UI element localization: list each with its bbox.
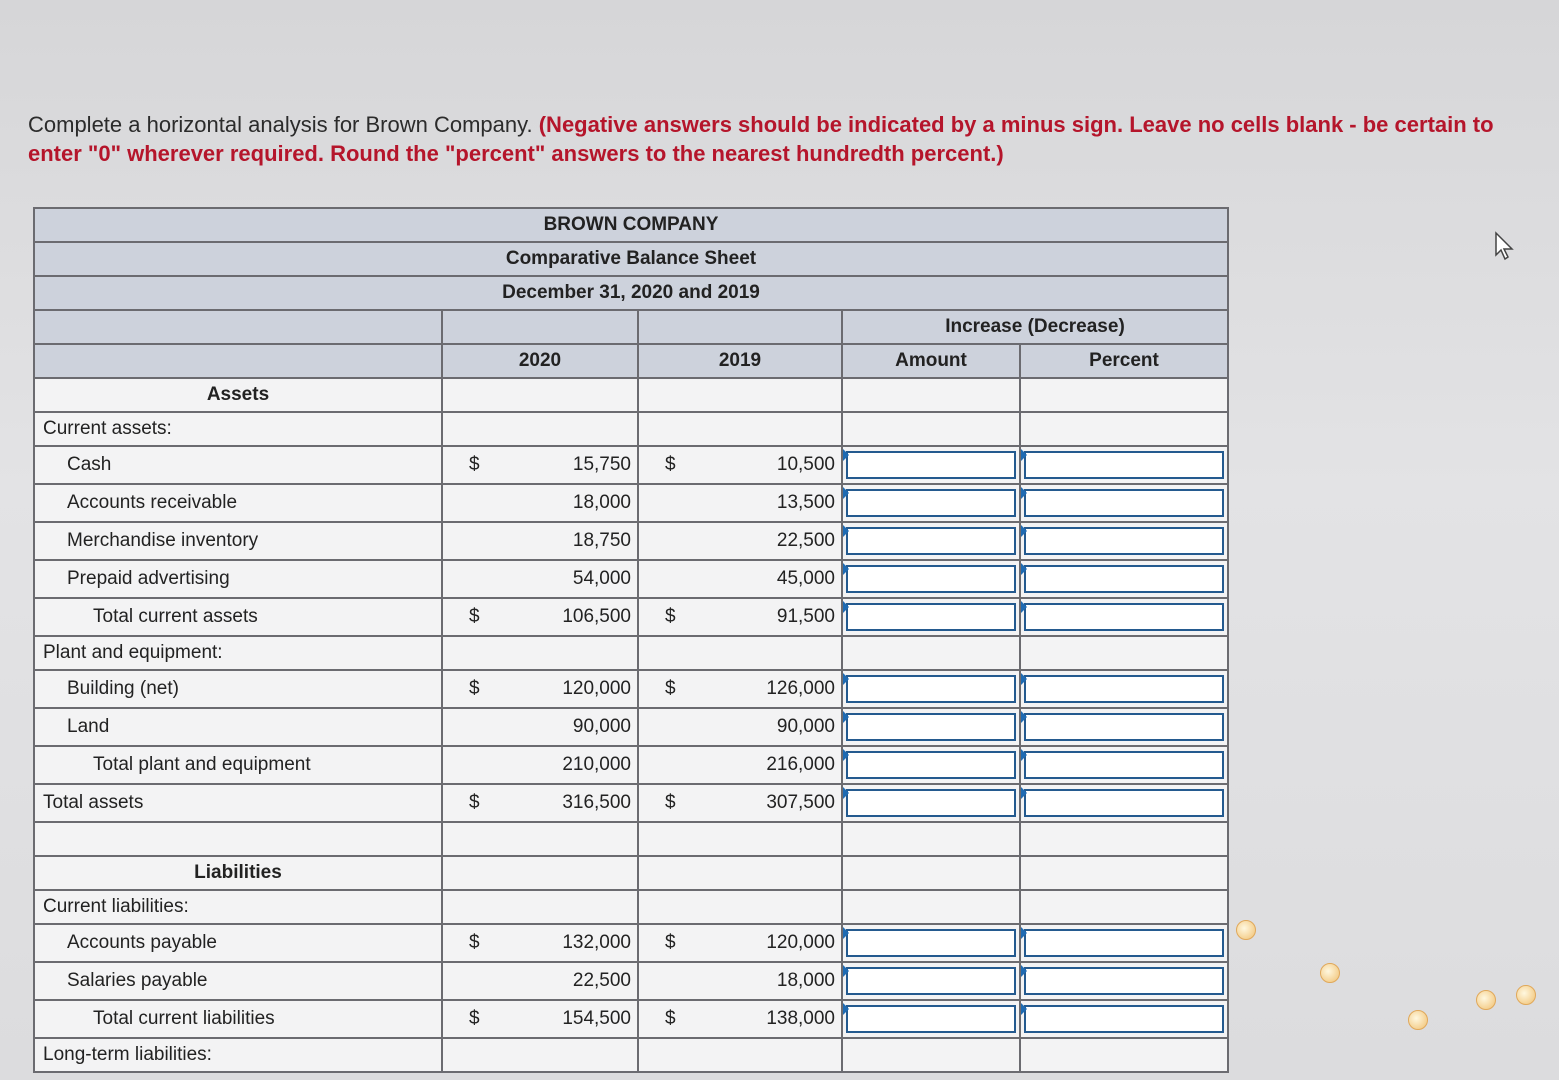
- current-liabilities-label: Current liabilities:: [34, 890, 442, 924]
- empty-cell: [638, 378, 842, 412]
- table-row: [34, 746, 1228, 784]
- currency-symbol: $: [665, 454, 676, 475]
- input-marker-icon: [843, 525, 849, 537]
- value-2020-cell: [442, 560, 638, 598]
- empty-cell: [842, 822, 1020, 856]
- row-label: Building (net): [34, 670, 442, 708]
- amount-cell: [842, 962, 1020, 1000]
- empty-cell: [842, 1038, 1020, 1072]
- percent-input[interactable]: [1024, 967, 1224, 995]
- input-marker-icon: [1021, 1003, 1027, 1015]
- amount-input[interactable]: [846, 451, 1016, 479]
- currency-symbol: $: [469, 678, 480, 699]
- decorative-dot-icon: [1408, 1010, 1428, 1030]
- amount-input[interactable]: [846, 1005, 1016, 1033]
- percent-cell: [1020, 746, 1228, 784]
- value-2020: 210,000: [562, 754, 631, 775]
- empty-cell: [638, 636, 842, 670]
- percent-cell: [1020, 484, 1228, 522]
- table-row: [34, 598, 1228, 636]
- row-label: Prepaid advertising: [34, 560, 442, 598]
- percent-input[interactable]: [1024, 451, 1224, 479]
- table-row: [34, 784, 1228, 822]
- current-assets-label: Current assets:: [34, 412, 442, 446]
- row-label: Cash: [34, 446, 442, 484]
- value-2020: 18,750: [572, 530, 631, 551]
- decorative-dot-icon: [1476, 990, 1496, 1010]
- currency-symbol: $: [665, 1008, 676, 1029]
- input-marker-icon: [1021, 711, 1027, 723]
- amount-input[interactable]: [846, 603, 1016, 631]
- value-2019-cell: [638, 522, 842, 560]
- header-2020: 2020: [442, 344, 638, 378]
- input-marker-icon: [1021, 563, 1027, 575]
- header-blank: [34, 344, 442, 378]
- assets-heading: Assets: [34, 378, 442, 412]
- value-2019-cell: [638, 670, 842, 708]
- table-row: [34, 522, 1228, 560]
- empty-cell: [638, 856, 842, 890]
- value-2020: 316,500: [562, 792, 631, 813]
- input-marker-icon: [843, 563, 849, 575]
- percent-input[interactable]: [1024, 603, 1224, 631]
- liabilities-heading: Liabilities: [34, 856, 442, 890]
- row-label: Total assets: [34, 784, 442, 822]
- input-marker-icon: [843, 673, 849, 685]
- percent-input[interactable]: [1024, 675, 1224, 703]
- input-marker-icon: [1021, 449, 1027, 461]
- header-blank: [638, 310, 842, 344]
- value-2020: 18,000: [572, 492, 631, 513]
- table-row: [34, 962, 1228, 1000]
- value-2020-cell: [442, 446, 638, 484]
- row-label: Land: [34, 708, 442, 746]
- statement-title: Comparative Balance Sheet: [34, 242, 1228, 276]
- value-2019: 13,500: [776, 492, 835, 513]
- empty-cell: [842, 890, 1020, 924]
- row-label: Total current assets: [34, 598, 442, 636]
- value-2020: 90,000: [572, 716, 631, 737]
- value-2019-cell: [638, 560, 842, 598]
- value-2020: 15,750: [572, 454, 631, 475]
- value-2019-cell: [638, 484, 842, 522]
- percent-cell: [1020, 560, 1228, 598]
- currency-symbol: $: [469, 1008, 480, 1029]
- amount-input[interactable]: [846, 713, 1016, 741]
- table-row: [34, 670, 1228, 708]
- value-2019-cell: [638, 746, 842, 784]
- value-2020: 106,500: [562, 606, 631, 627]
- input-marker-icon: [843, 749, 849, 761]
- percent-cell: [1020, 598, 1228, 636]
- amount-input[interactable]: [846, 967, 1016, 995]
- input-marker-icon: [1021, 673, 1027, 685]
- amount-cell: [842, 746, 1020, 784]
- input-marker-icon: [843, 927, 849, 939]
- row-label: Accounts payable: [34, 924, 442, 962]
- value-2020-cell: [442, 1000, 638, 1038]
- empty-cell: [638, 890, 842, 924]
- row-label: Total current liabilities: [34, 1000, 442, 1038]
- amount-cell: [842, 598, 1020, 636]
- value-2020-cell: [442, 708, 638, 746]
- amount-cell: [842, 1000, 1020, 1038]
- input-marker-icon: [1021, 749, 1027, 761]
- input-marker-icon: [843, 487, 849, 499]
- value-2020-cell: [442, 484, 638, 522]
- currency-symbol: $: [665, 606, 676, 627]
- value-2020-cell: [442, 598, 638, 636]
- empty-cell: [34, 822, 442, 856]
- table-row: [34, 1000, 1228, 1038]
- value-2020: 132,000: [562, 932, 631, 953]
- input-marker-icon: [1021, 927, 1027, 939]
- value-2020: 22,500: [572, 970, 631, 991]
- empty-cell: [1020, 378, 1228, 412]
- input-marker-icon: [843, 449, 849, 461]
- value-2020: 120,000: [562, 678, 631, 699]
- currency-symbol: $: [665, 932, 676, 953]
- instructions-note: (Negative answers should be indicated by a minus sign. Leave no cells blank - be certain to enter "0" wherever required. Round the "percent" answers to the nearest hundredth percent.): [28, 112, 1494, 166]
- empty-cell: [1020, 412, 1228, 446]
- percent-input[interactable]: [1024, 489, 1224, 517]
- input-marker-icon: [843, 787, 849, 799]
- currency-symbol: $: [469, 454, 480, 475]
- empty-cell: [1020, 890, 1228, 924]
- instructions-text: Complete a horizontal analysis for Brown Company.: [28, 112, 533, 137]
- input-marker-icon: [843, 965, 849, 977]
- percent-input[interactable]: [1024, 929, 1224, 957]
- empty-cell: [1020, 1038, 1228, 1072]
- percent-cell: [1020, 784, 1228, 822]
- empty-cell: [442, 378, 638, 412]
- company-name: BROWN COMPANY: [34, 208, 1228, 242]
- empty-cell: [638, 412, 842, 446]
- value-2019-cell: [638, 1000, 842, 1038]
- value-2020-cell: [442, 784, 638, 822]
- row-label: Accounts receivable: [34, 484, 442, 522]
- currency-symbol: $: [469, 792, 480, 813]
- value-2019: 90,000: [776, 716, 835, 737]
- empty-cell: [638, 1038, 842, 1072]
- input-marker-icon: [1021, 965, 1027, 977]
- value-2019-cell: [638, 708, 842, 746]
- value-2019: 22,500: [776, 530, 835, 551]
- input-marker-icon: [843, 1003, 849, 1015]
- empty-cell: [842, 856, 1020, 890]
- amount-input[interactable]: [846, 527, 1016, 555]
- instructions: [28, 110, 1498, 168]
- row-label: Total plant and equipment: [34, 746, 442, 784]
- currency-symbol: $: [665, 678, 676, 699]
- empty-cell: [442, 412, 638, 446]
- value-2019: 126,000: [766, 678, 835, 699]
- value-2019: 138,000: [766, 1008, 835, 1029]
- long-term-liabilities-label: Long-term liabilities:: [34, 1038, 442, 1072]
- amount-cell: [842, 522, 1020, 560]
- value-2019-cell: [638, 924, 842, 962]
- amount-input[interactable]: [846, 489, 1016, 517]
- amount-cell: [842, 784, 1020, 822]
- percent-input[interactable]: [1024, 1005, 1224, 1033]
- percent-cell: [1020, 708, 1228, 746]
- table-row: [34, 446, 1228, 484]
- mouse-cursor-icon: [1494, 231, 1516, 261]
- amount-cell: [842, 484, 1020, 522]
- amount-cell: [842, 924, 1020, 962]
- percent-input[interactable]: [1024, 565, 1224, 593]
- value-2019: 120,000: [766, 932, 835, 953]
- value-2020-cell: [442, 924, 638, 962]
- input-marker-icon: [1021, 487, 1027, 499]
- input-marker-icon: [1021, 787, 1027, 799]
- value-2019-cell: [638, 446, 842, 484]
- value-2019: 45,000: [776, 568, 835, 589]
- percent-input[interactable]: [1024, 713, 1224, 741]
- amount-cell: [842, 670, 1020, 708]
- currency-symbol: $: [469, 606, 480, 627]
- value-2019: 91,500: [776, 606, 835, 627]
- amount-input[interactable]: [846, 675, 1016, 703]
- empty-cell: [638, 822, 842, 856]
- statement-date: December 31, 2020 and 2019: [34, 276, 1228, 310]
- amount-input[interactable]: [846, 751, 1016, 779]
- empty-cell: [442, 822, 638, 856]
- table-row: [34, 560, 1228, 598]
- value-2019-cell: [638, 962, 842, 1000]
- value-2020: 154,500: [562, 1008, 631, 1029]
- table-row: [34, 708, 1228, 746]
- amount-input[interactable]: [846, 789, 1016, 817]
- header-2019: 2019: [638, 344, 842, 378]
- decorative-dot-icon: [1320, 963, 1340, 983]
- empty-cell: [442, 890, 638, 924]
- percent-input[interactable]: [1024, 527, 1224, 555]
- input-marker-icon: [1021, 525, 1027, 537]
- value-2019: 307,500: [766, 792, 835, 813]
- empty-cell: [842, 378, 1020, 412]
- decorative-dot-icon: [1516, 985, 1536, 1005]
- percent-cell: [1020, 446, 1228, 484]
- empty-cell: [442, 856, 638, 890]
- percent-input[interactable]: [1024, 789, 1224, 817]
- empty-cell: [842, 412, 1020, 446]
- value-2019: 216,000: [766, 754, 835, 775]
- amount-cell: [842, 560, 1020, 598]
- row-label: Salaries payable: [34, 962, 442, 1000]
- value-2020-cell: [442, 670, 638, 708]
- table-row: [34, 484, 1228, 522]
- header-amount: Amount: [842, 344, 1020, 378]
- percent-cell: [1020, 924, 1228, 962]
- percent-input[interactable]: [1024, 751, 1224, 779]
- balance-sheet-table: [33, 207, 1229, 1073]
- empty-cell: [442, 1038, 638, 1072]
- input-marker-icon: [843, 601, 849, 613]
- currency-symbol: $: [665, 792, 676, 813]
- header-increase-decrease: Increase (Decrease): [842, 310, 1228, 344]
- value-2020: 54,000: [572, 568, 631, 589]
- empty-cell: [1020, 822, 1228, 856]
- empty-cell: [842, 636, 1020, 670]
- percent-cell: [1020, 1000, 1228, 1038]
- value-2019-cell: [638, 784, 842, 822]
- empty-cell: [1020, 856, 1228, 890]
- value-2019-cell: [638, 598, 842, 636]
- amount-input[interactable]: [846, 565, 1016, 593]
- empty-cell: [1020, 636, 1228, 670]
- value-2019: 10,500: [776, 454, 835, 475]
- amount-cell: [842, 446, 1020, 484]
- value-2020-cell: [442, 746, 638, 784]
- header-blank: [34, 310, 442, 344]
- value-2020-cell: [442, 522, 638, 560]
- amount-input[interactable]: [846, 929, 1016, 957]
- amount-cell: [842, 708, 1020, 746]
- empty-cell: [442, 636, 638, 670]
- plant-equipment-label: Plant and equipment:: [34, 636, 442, 670]
- percent-cell: [1020, 670, 1228, 708]
- header-percent: Percent: [1020, 344, 1228, 378]
- percent-cell: [1020, 962, 1228, 1000]
- decorative-dot-icon: [1236, 920, 1256, 940]
- value-2020-cell: [442, 962, 638, 1000]
- percent-cell: [1020, 522, 1228, 560]
- input-marker-icon: [1021, 601, 1027, 613]
- table-row: [34, 924, 1228, 962]
- value-2019: 18,000: [776, 970, 835, 991]
- input-marker-icon: [843, 711, 849, 723]
- row-label: Merchandise inventory: [34, 522, 442, 560]
- currency-symbol: $: [469, 932, 480, 953]
- header-blank: [442, 310, 638, 344]
